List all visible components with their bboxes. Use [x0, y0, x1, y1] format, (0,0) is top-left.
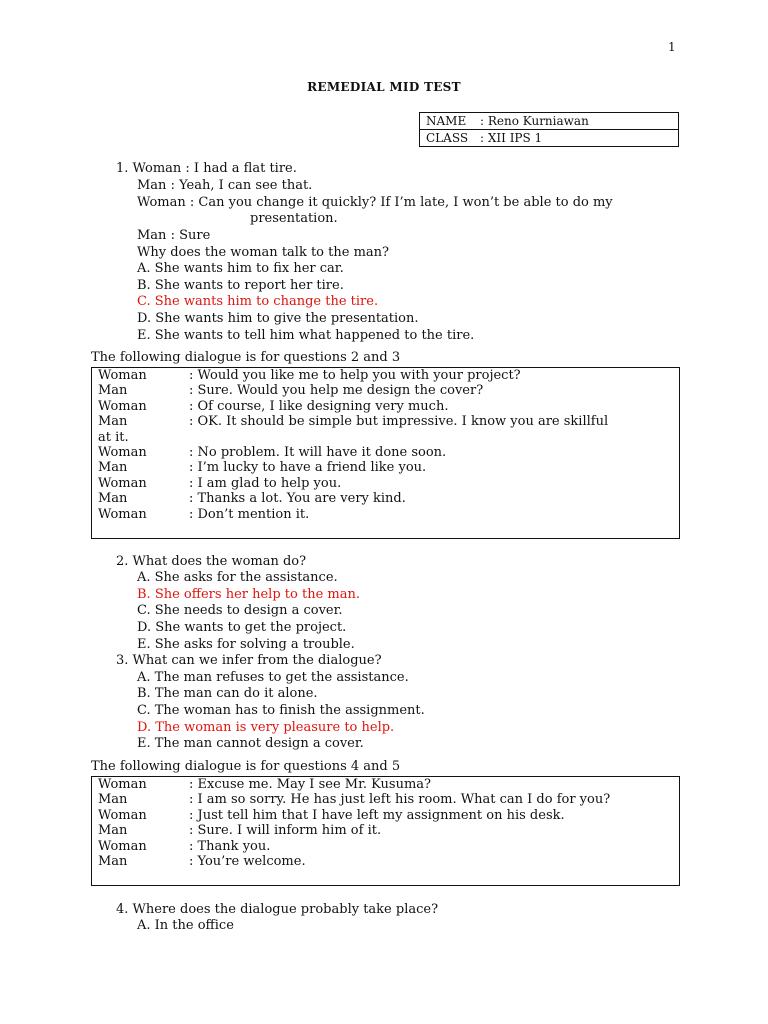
- speaker: Woman: [98, 475, 147, 491]
- q3-stem: 3. What can we infer from the dialogue?: [116, 653, 382, 668]
- q2-option-e: E. She asks for solving a trouble.: [137, 637, 355, 652]
- utterance: : Sure. Would you help me design the cover?: [189, 383, 484, 399]
- dialogue-row: [92, 777, 679, 792]
- speaker: Man: [98, 792, 128, 808]
- dialogue-row: [92, 808, 679, 823]
- q2-option-d: D. She wants to get the project.: [137, 620, 347, 635]
- q3-option-c: C. The woman has to finish the assignment.: [137, 703, 425, 718]
- dialogue1-intro: The following dialogue is for questions 2 and 3: [91, 350, 401, 365]
- speaker: Woman: [98, 445, 147, 461]
- dialogue-row: [92, 792, 679, 807]
- q3-option-a: A. The man refuses to get the assistance.: [137, 670, 409, 685]
- dialogue-row: [92, 445, 679, 460]
- utterance: : Don’t mention it.: [189, 506, 310, 522]
- speaker: Woman: [98, 506, 147, 522]
- dialogue-row: [92, 368, 679, 383]
- name-value: : Reno Kurniawan: [480, 114, 589, 128]
- dialogue-row: [92, 823, 679, 838]
- q1-option-d: D. She wants him to give the presentation.: [137, 311, 419, 326]
- utterance: : No problem. It will have it done soon.: [189, 445, 447, 461]
- utterance: : I am so sorry. He has just left his room. What can I do for you?: [189, 792, 611, 808]
- utterance: : Of course, I like designing very much.: [189, 398, 449, 414]
- dialogue2-box: [91, 776, 680, 886]
- q1-line: Woman : Can you change it quickly? If I’m late, I won’t be able to do my: [137, 195, 613, 210]
- speaker: Man: [98, 414, 128, 430]
- q4-option-a: A. In the office: [137, 918, 234, 933]
- q2-stem: 2. What does the woman do?: [116, 554, 307, 569]
- class-row: [420, 129, 678, 146]
- q1-line: Man : Sure: [137, 228, 211, 243]
- utterance: : I’m lucky to have a friend like you.: [189, 460, 427, 476]
- dialogue-row: [92, 854, 679, 869]
- page-title: REMEDIAL MID TEST: [307, 80, 461, 94]
- dialogue1-box: [91, 367, 680, 539]
- utterance: : You’re welcome.: [189, 854, 306, 870]
- q1-option-a: A. She wants him to fix her car.: [137, 261, 344, 276]
- q4-stem: 4. Where does the dialogue probably take place?: [116, 902, 439, 917]
- speaker: Woman: [98, 398, 147, 414]
- dialogue-row: [92, 414, 679, 429]
- dialogue-row: [92, 383, 679, 398]
- name-row: [420, 113, 678, 129]
- utterance: : Just tell him that I have left my assignment on his desk.: [189, 807, 565, 823]
- q1-line: Man : Yeah, I can see that.: [137, 178, 313, 193]
- q3-option-d-answer: D. The woman is very pleasure to help.: [137, 720, 395, 735]
- speaker: Man: [98, 491, 128, 507]
- q2-option-c: C. She needs to design a cover.: [137, 603, 343, 618]
- speaker: Man: [98, 383, 128, 399]
- dialogue-row: [92, 507, 679, 522]
- speaker: Man: [98, 854, 128, 870]
- student-info-box: [419, 112, 679, 147]
- q1-option-c-answer: C. She wants him to change the tire.: [137, 294, 379, 309]
- q3-option-b: B. The man can do it alone.: [137, 686, 318, 701]
- q2-option-b-answer: B. She offers her help to the man.: [137, 587, 360, 602]
- name-key: NAME: [426, 114, 467, 128]
- dialogue2-intro: The following dialogue is for questions 4 and 5: [91, 759, 401, 774]
- speaker: Woman: [98, 777, 147, 792]
- utterance: : Would you like me to help you with your project?: [189, 368, 521, 383]
- speaker: Man: [98, 823, 128, 839]
- dialogue-row: [92, 491, 679, 506]
- speaker: Woman: [98, 807, 147, 823]
- q1-line: presentation.: [250, 211, 338, 226]
- page-number: 1: [668, 40, 676, 54]
- dialogue-row: [92, 399, 679, 414]
- q1-question: Why does the woman talk to the man?: [137, 245, 389, 260]
- q1-line: 1. Woman : I had a flat tire.: [116, 161, 297, 176]
- utterance: : Sure. I will inform him of it.: [189, 823, 382, 839]
- utterance: : OK. It should be simple but impressive. I know you are skillful: [189, 414, 609, 430]
- speaker: Woman: [98, 368, 147, 383]
- dialogue-row: [92, 476, 679, 491]
- dialogue-row: [92, 430, 679, 445]
- dialogue-row: [92, 839, 679, 854]
- class-value: : XII IPS 1: [480, 131, 543, 145]
- speaker: Man: [98, 460, 128, 476]
- speaker: Woman: [98, 838, 147, 854]
- speaker: at it.: [98, 429, 129, 445]
- utterance: : Excuse me. May I see Mr. Kusuma?: [189, 777, 432, 792]
- q1-option-b: B. She wants to report her tire.: [137, 278, 344, 293]
- utterance: : Thanks a lot. You are very kind.: [189, 491, 406, 507]
- q2-option-a: A. She asks for the assistance.: [137, 570, 338, 585]
- utterance: : I am glad to help you.: [189, 475, 342, 491]
- dialogue-row: [92, 460, 679, 475]
- class-key: CLASS: [426, 131, 469, 145]
- q3-option-e: E. The man cannot design a cover.: [137, 736, 364, 751]
- utterance: : Thank you.: [189, 838, 271, 854]
- q1-option-e: E. She wants to tell him what happened to the tire.: [137, 328, 475, 343]
